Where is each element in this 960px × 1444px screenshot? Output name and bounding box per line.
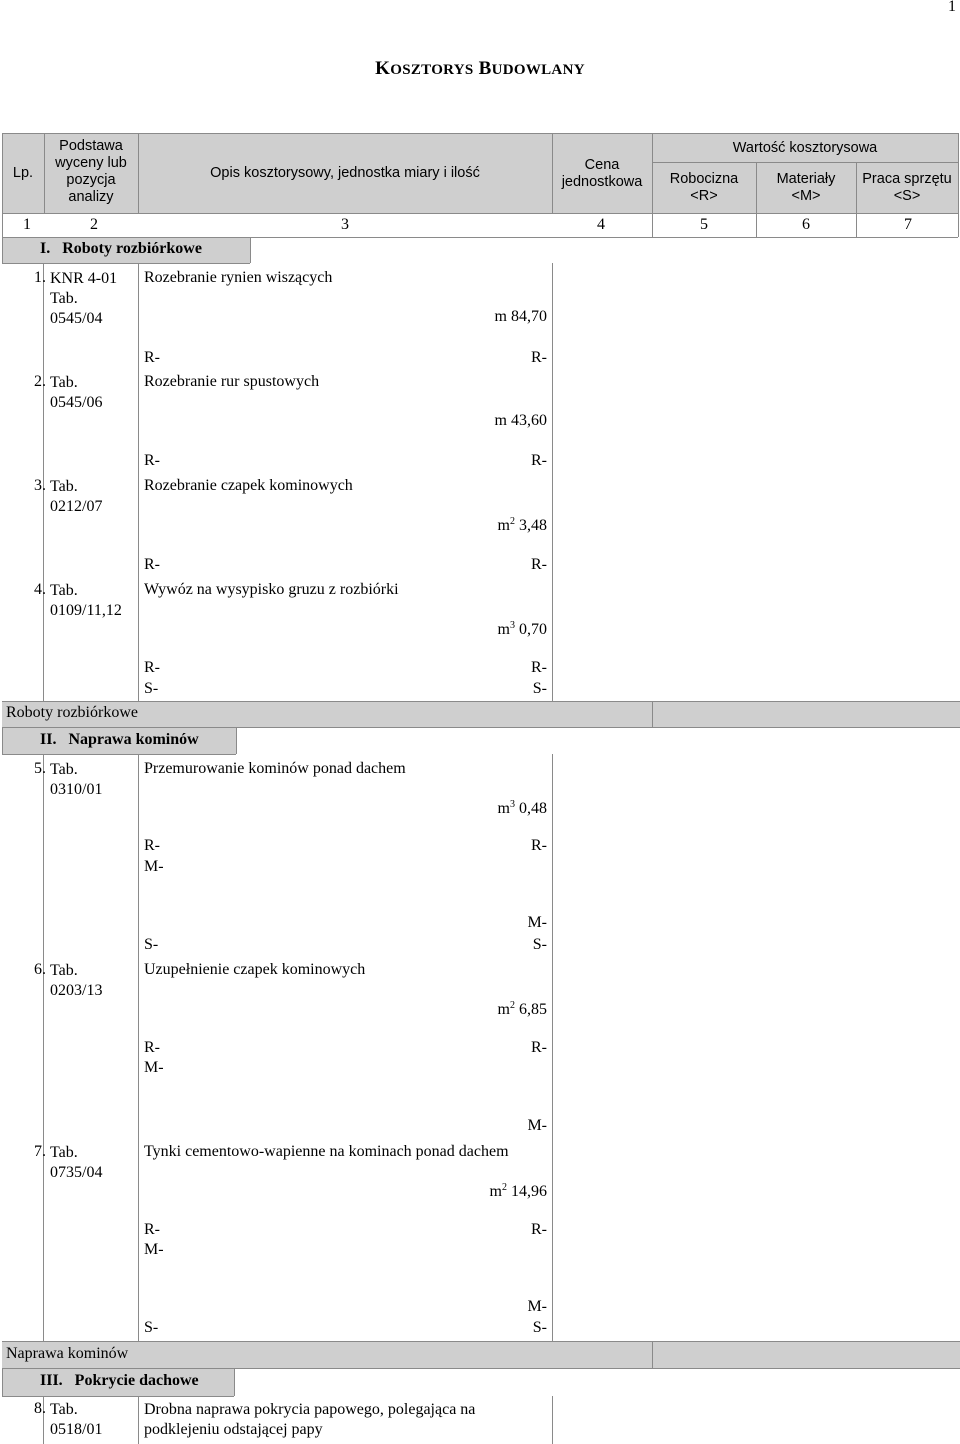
item-2-labor-marker: R- — [144, 452, 160, 469]
item-7-materials-marker: M- — [144, 1241, 164, 1258]
item-3-description: Rozebranie czapek kominowych — [144, 477, 353, 494]
item-4-lp: 4. — [34, 581, 46, 598]
item-5-labor-marker: R- — [144, 837, 160, 854]
section-1-title: I. Roboty rozbiórkowe — [40, 240, 202, 257]
grid-line — [652, 701, 653, 727]
item-5-basis: Tab. 0310/01 — [50, 761, 103, 798]
grid-line — [2, 1396, 234, 1397]
item-3-basis: Tab. 0212/07 — [50, 478, 103, 515]
column-number-1: 1 — [23, 216, 31, 233]
header-lp: Lp. — [12, 165, 34, 181]
grid-line — [2, 1368, 960, 1369]
grid-line — [2, 133, 958, 134]
grid-line — [44, 133, 45, 213]
item-6-lp: 6. — [34, 961, 46, 978]
grid-line — [552, 1396, 553, 1444]
grid-line — [2, 1368, 3, 1396]
item-1-lp: 1. — [34, 269, 46, 286]
item-4-labor-marker: R- — [144, 659, 160, 676]
grid-line — [2, 1341, 960, 1342]
grid-line — [2, 237, 3, 263]
item-7-description: Tynki cementowo-wapienne na kominach ponad dachem — [144, 1143, 509, 1160]
item-2-quantity: m 43,60 — [494, 412, 547, 429]
item-6-labor-marker-right: R- — [531, 1039, 547, 1056]
item-1-quantity: m 84,70 — [494, 308, 547, 325]
grid-line — [652, 133, 653, 237]
column-number-7: 7 — [904, 216, 912, 233]
header-description: Opis kosztorysowy, jednostka miary i ilość — [210, 165, 480, 181]
column-number-4: 4 — [597, 216, 605, 233]
item-2-labor-marker-right: R- — [531, 452, 547, 469]
item-5-equipment-marker-right: S- — [532, 936, 547, 953]
item-6-basis: Tab. 0203/13 — [50, 962, 103, 999]
item-5-quantity: $m^3$ 0,48 — [497, 799, 547, 817]
grid-line — [250, 237, 251, 263]
item-7-quantity: $m^2$ 14,96 — [489, 1182, 547, 1200]
column-number-2: 2 — [90, 216, 98, 233]
header-basis: Podstawa wyceny lub pozycja analizy — [55, 138, 127, 205]
grid-line — [2, 237, 958, 238]
grid-line — [2, 133, 3, 237]
item-6-quantity: $m^2$ 6,85 — [497, 1000, 547, 1018]
item-3-lp: 3. — [34, 477, 46, 494]
item-4-basis: Tab. 0109/11,12 — [50, 582, 122, 619]
item-4-labor-marker-right: R- — [531, 659, 547, 676]
item-8-description: Drobna naprawa pokrycia papowego, polegająca na podklejeniu odstającej papy — [144, 1401, 476, 1438]
item-6-materials-marker: M- — [144, 1059, 164, 1076]
item-5-equipment-marker: S- — [144, 936, 159, 953]
item-7-basis: Tab. 0735/04 — [50, 1144, 103, 1181]
grid-line — [652, 162, 958, 163]
section-2-summary-band — [2, 1341, 960, 1368]
column-number-3: 3 — [341, 216, 349, 233]
item-4-description: Wywóz na wysypisko gruzu z rozbiórki — [144, 581, 399, 598]
header-equipment: Praca sprzętu <S> — [862, 171, 952, 204]
item-7-equipment-marker: S- — [144, 1319, 159, 1336]
grid-line — [2, 213, 958, 214]
item-5-labor-marker-right: R- — [531, 837, 547, 854]
grid-line — [652, 1341, 653, 1368]
grid-line — [552, 133, 553, 213]
item-2-description: Rozebranie rur spustowych — [144, 373, 320, 390]
grid-line — [138, 1396, 139, 1444]
header-unit-price: Cena jednostkowa — [561, 157, 643, 190]
item-7-lp: 7. — [34, 1143, 46, 1160]
grid-line — [756, 162, 757, 237]
grid-line — [2, 727, 3, 754]
item-2-lp: 2. — [34, 373, 46, 390]
item-7-materials-marker-right: M- — [527, 1298, 547, 1315]
item-6-materials-marker-right: M- — [527, 1117, 547, 1134]
grid-line — [138, 263, 139, 701]
grid-line — [2, 701, 960, 702]
grid-line — [2, 727, 960, 728]
item-1-labor-marker-right: R- — [531, 349, 547, 366]
item-7-equipment-marker-right: S- — [532, 1319, 547, 1336]
grid-line — [856, 162, 857, 237]
column-number-5: 5 — [700, 216, 708, 233]
item-2-basis: Tab. 0545/06 — [50, 374, 103, 411]
section-1-summary-band — [2, 701, 960, 727]
item-1-labor-marker: R- — [144, 349, 160, 366]
section-2-summary: Naprawa kominów — [6, 1345, 129, 1362]
grid-line — [552, 754, 553, 1341]
grid-line — [43, 754, 44, 1341]
item-4-equipment-marker-right: S- — [532, 680, 547, 697]
section-3-title: III. Pokrycie dachowe — [40, 1372, 199, 1389]
grid-line — [552, 263, 553, 701]
item-4-equipment-marker: S- — [144, 680, 159, 697]
grid-line — [2, 263, 250, 264]
document-title: KOSZTORYS BUDOWLANY — [375, 58, 585, 79]
item-4-quantity: $m^3$ 0,70 — [497, 620, 547, 638]
item-5-materials-marker-right: M- — [527, 914, 547, 931]
section-1-summary: Roboty rozbiórkowe — [6, 704, 138, 721]
item-7-labor-marker-right: R- — [531, 1221, 547, 1238]
item-6-description: Uzupełnienie czapek kominowych — [144, 961, 366, 978]
grid-line — [234, 1368, 235, 1396]
grid-line — [138, 133, 139, 213]
item-3-labor-marker-right: R- — [531, 556, 547, 573]
item-8-lp: 8. — [34, 1400, 46, 1417]
column-number-6: 6 — [802, 216, 810, 233]
item-5-lp: 5. — [34, 760, 46, 777]
grid-line — [958, 133, 959, 237]
grid-line — [138, 754, 139, 1341]
header-labor: Robocizna <R> — [669, 171, 739, 204]
item-1-basis: KNR 4-01 Tab. 0545/04 — [50, 270, 118, 327]
item-8-basis: Tab. 0518/01 — [50, 1401, 103, 1438]
header-value-group: Wartość kosztorysowa — [732, 140, 878, 156]
item-5-description: Przemurowanie kominów ponad dachem — [144, 760, 406, 777]
item-5-materials-marker: M- — [144, 858, 164, 875]
grid-line — [236, 727, 237, 754]
header-materials: Materiały <M> — [776, 171, 836, 204]
item-3-labor-marker: R- — [144, 556, 160, 573]
section-2-title: II. Naprawa kominów — [40, 731, 199, 748]
item-7-labor-marker: R- — [144, 1221, 160, 1238]
page-number: 1 — [948, 0, 956, 15]
item-1-description: Rozebranie rynien wiszących — [144, 269, 333, 286]
grid-line — [2, 754, 236, 755]
item-6-labor-marker: R- — [144, 1039, 160, 1056]
item-3-quantity: $m^2$ 3,48 — [497, 516, 547, 534]
